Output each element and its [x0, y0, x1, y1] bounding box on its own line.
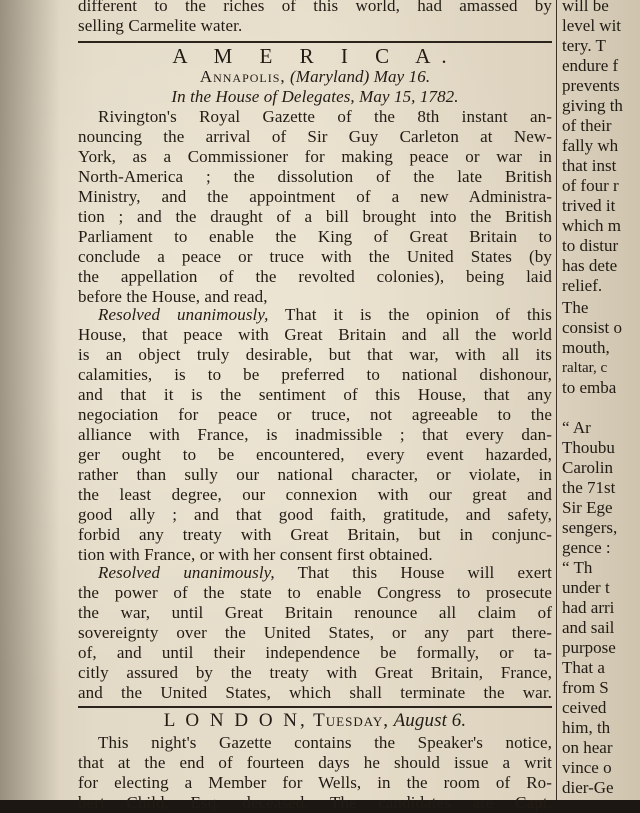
right-column-line: fally wh	[562, 136, 619, 155]
top-line: selling Carmelite water.	[78, 16, 243, 35]
resolution-first-line: Resolved unanimously, That this House will exert	[98, 563, 552, 582]
dateline-place: Annapolis,	[199, 67, 286, 86]
paragraph-line: ger ought to be encountered, every event hazarded,	[78, 445, 552, 464]
right-column-line: from S	[562, 678, 609, 697]
right-column-line: That a	[562, 658, 605, 677]
paragraph-line: and that it is the sentiment of this House, that any	[78, 385, 552, 404]
right-column-line: endure f	[562, 56, 619, 75]
right-column-line: The	[562, 298, 589, 317]
london-place: L O N D O N,	[163, 710, 308, 731]
paragraph-line: for electing a Member for Wells, in the room of Ro-	[78, 773, 552, 792]
right-column-line: consist o	[562, 318, 622, 337]
paragraph-line: sovereignty over the United States, or any part there-	[78, 623, 552, 642]
right-column-line: will be	[562, 0, 609, 15]
paragraph-line: Rivington's Royal Gazette of the 8th instant an-	[98, 107, 552, 126]
resolved-label: Resolved unanimously,	[98, 305, 269, 324]
paragraph-line: Parliament to enable the King of Great Britain to	[78, 227, 552, 246]
right-column-line: of four r	[562, 176, 619, 195]
paragraph-line: Ministry, and the appointment of a new Administra-	[78, 187, 552, 206]
right-column-line: the 71st	[562, 478, 616, 497]
right-column-line: trived it	[562, 196, 616, 215]
paragraph-line: This night's Gazette contains the Speaker's notice,	[98, 733, 552, 752]
top-line: different to the riches of this world, had amassed by	[78, 0, 552, 15]
paragraph-line: that at the end of fourteen days he should issue a writ	[78, 753, 552, 772]
paragraph-line: rather than sully our national character, or violate, in	[78, 465, 552, 484]
right-column-line: sengers,	[562, 518, 618, 537]
right-column-line: Carolin	[562, 458, 613, 477]
right-column-line: tery. T	[562, 36, 606, 55]
right-column-line: to emba	[562, 378, 617, 397]
dateline-house: In the House of Delegates, May 15, 1782.	[171, 87, 459, 106]
resolution-first-line: Resolved unanimously, That it is the opinion of this	[98, 305, 553, 324]
right-column-line: prevents	[562, 76, 620, 95]
right-column-fragment	[562, 0, 640, 800]
right-column-line: level wit	[562, 16, 622, 35]
right-column-line: to distur	[562, 236, 619, 255]
right-column-line: under t	[562, 578, 610, 597]
paragraph-line: tion with France, or with her consent first obtained.	[78, 545, 433, 564]
paragraph-line: the power of the state to enable Congress to prosecute	[78, 583, 552, 602]
paragraph-line: tion ; and the draught of a bill brought into the British	[78, 207, 552, 226]
right-column-line: has dete	[562, 256, 618, 275]
paragraph-line: good ally ; and that good faith, gratitude, and safety,	[78, 505, 552, 524]
london-day: Tuesday,	[307, 710, 390, 731]
right-column-line: dier-Ge	[562, 778, 614, 797]
right-column-line: of their	[562, 116, 612, 135]
right-column-line: purpose	[562, 638, 616, 657]
paragraph-line: before the House, and read,	[78, 287, 268, 306]
dateline	[78, 67, 552, 87]
paragraph-line: forbid any treaty with Great Britain, but in conjunc-	[78, 525, 552, 544]
london-dateline	[78, 711, 552, 731]
section-rule	[78, 706, 552, 708]
column-rule	[556, 0, 557, 800]
paragraph-line: calamities, is to be preferred to national dishonour,	[78, 365, 552, 384]
dateline-state: (Maryland) May 16.	[290, 67, 431, 86]
paragraph-line: North-America ; the dissolution of the late British	[78, 167, 552, 186]
paragraph-line: bert Child, Esq. deceased. The candidates are Capt.	[78, 793, 552, 812]
paragraph-line: York, as a Commissioner for making peace or war in	[78, 147, 552, 166]
right-column-line: had arri	[562, 598, 615, 617]
right-column-line: which m	[562, 216, 622, 235]
right-column-line: Sir Ege	[562, 498, 613, 517]
right-column-line: raltar, c	[562, 360, 608, 376]
paragraph-line: and the United States, which shall terminate the war.	[78, 683, 552, 702]
right-column-line: and sail	[562, 618, 615, 637]
paragraph-line: House, that peace with Great Britain and all the world	[78, 325, 552, 344]
paragraph-line: alliance with France, is inadmissible ; that every dan-	[78, 425, 552, 444]
right-column-line: on hear	[562, 738, 613, 757]
section-rule	[78, 41, 552, 43]
right-column-line: gence :	[562, 538, 611, 557]
right-column-line: him, th	[562, 718, 611, 737]
paragraph-line: citly assured by the treaty with Great Britain, France,	[78, 663, 552, 682]
paragraph-line: nouncing the arrival of Sir Guy Carleton at New-	[78, 127, 552, 146]
section-heading: A M E R I C A.	[172, 44, 458, 68]
paragraph-line: the war, until Great Britain renounce all claim of	[78, 603, 552, 622]
right-column-line: relief.	[562, 276, 603, 295]
paragraph-line: conclude a peace or truce with the United States (by	[78, 247, 552, 266]
right-column-line: that inst	[562, 156, 617, 175]
london-date: August 6.	[389, 710, 467, 731]
paragraph-line: the appellation of the revolted colonies), being laid	[78, 267, 552, 286]
paragraph-line: is an object truly desirable, but that war, with all its	[78, 345, 552, 364]
resolved-label: Resolved unanimously,	[98, 563, 275, 582]
right-column-line: mouth,	[562, 338, 610, 357]
right-column-line: “ Th	[562, 558, 593, 577]
paragraph-line: the least degree, our connexion with our great and	[78, 485, 552, 504]
right-column-line: Thoubu	[562, 438, 615, 457]
right-column-line: “ Ar	[562, 418, 591, 437]
right-column-line: vince o	[562, 758, 612, 777]
paragraph-line: of, and until their independence be formally, or ta-	[78, 643, 552, 662]
paragraph-line: negociation for peace or truce, not agreeable to the	[78, 405, 552, 424]
right-column-line: giving th	[562, 96, 623, 115]
page-edge-shadow	[0, 0, 60, 800]
right-column-line: ceived	[562, 698, 607, 717]
